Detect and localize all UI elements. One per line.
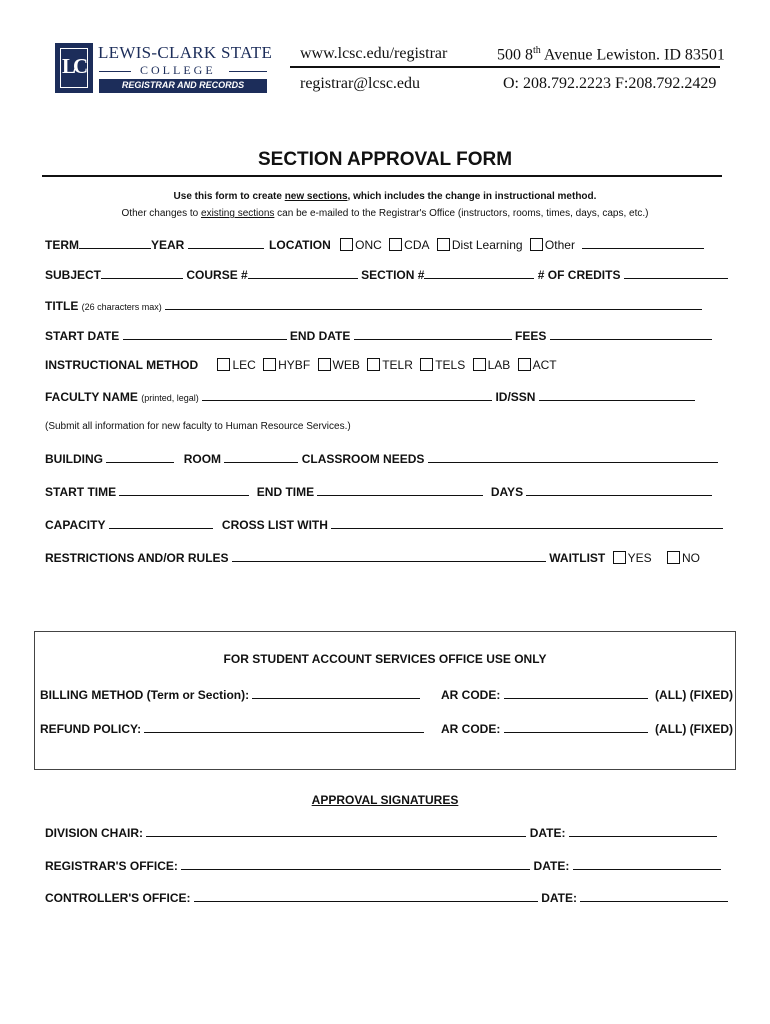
office-use-heading: FOR STUDENT ACCOUNT SERVICES OFFICE USE ONLY — [223, 652, 547, 666]
registrar-signature[interactable] — [181, 858, 530, 870]
logo-rule-left — [99, 71, 131, 72]
row-instr-method: INSTRUCTIONAL METHOD LEC HYBF WEB TELR TELS LAB ACT — [45, 358, 557, 372]
address: 500 8th Avenue Lewiston. ID 83501 — [497, 45, 725, 64]
checkbox-cda[interactable] — [389, 238, 402, 251]
checkbox-web[interactable] — [318, 358, 331, 371]
row-times: START TIME END TIME DAYS — [45, 484, 712, 499]
refund-policy-field[interactable] — [144, 721, 424, 733]
row-restrictions: RESTRICTIONS AND/OR RULES WAITLIST YES NO — [45, 551, 700, 565]
logo-dept: REGISTRAR AND RECORDS — [121, 80, 245, 90]
id-ssn-field[interactable] — [539, 389, 695, 401]
start-time-field[interactable] — [119, 484, 249, 496]
form-title: SECTION APPROVAL FORM — [257, 149, 513, 170]
logo-rule-right — [229, 71, 267, 72]
checkbox-other[interactable] — [530, 238, 543, 251]
intro-line-1: Use this form to create new sections, which includes the change in instructional method. — [173, 191, 597, 202]
row-subject: SUBJECT COURSE # SECTION # # OF CREDITS — [45, 267, 728, 282]
division-chair-signature[interactable] — [146, 825, 526, 837]
row-capacity: CAPACITY CROSS LIST WITH — [45, 517, 723, 532]
credits-field[interactable] — [624, 267, 728, 279]
controller-signature[interactable] — [194, 890, 538, 902]
submit-note: (Submit all information for new faculty to Human Resource Services.) — [45, 421, 351, 432]
title-rule — [42, 175, 722, 177]
room-field[interactable] — [224, 451, 298, 463]
restrictions-field[interactable] — [232, 550, 546, 562]
billing-ar-code-field[interactable] — [504, 687, 648, 699]
days-field[interactable] — [526, 484, 712, 496]
classroom-needs-field[interactable] — [428, 451, 718, 463]
fees-field[interactable] — [550, 328, 712, 340]
year-field[interactable] — [188, 237, 264, 249]
checkbox-lec[interactable] — [217, 358, 230, 371]
section-field[interactable] — [424, 267, 534, 279]
term-field[interactable] — [79, 237, 151, 249]
checkbox-waitlist-no[interactable] — [667, 551, 680, 564]
phone-fax: O: 208.792.2223 F:208.792.2429 — [503, 75, 717, 92]
checkbox-waitlist-yes[interactable] — [613, 551, 626, 564]
logo-initials: LC — [62, 54, 86, 78]
division-chair-date[interactable] — [569, 825, 717, 837]
email-link[interactable]: registrar@lcsc.edu — [300, 75, 421, 92]
other-location-field[interactable] — [582, 237, 704, 249]
website-link[interactable]: www.lcsc.edu/registrar — [300, 45, 448, 62]
checkbox-tels[interactable] — [420, 358, 433, 371]
faculty-name-field[interactable] — [202, 389, 492, 401]
header-rule — [290, 66, 720, 68]
row-division-chair: DIVISION CHAIR: DATE: — [45, 825, 717, 840]
checkbox-act[interactable] — [518, 358, 531, 371]
row-registrar-office: REGISTRAR'S OFFICE: DATE: — [45, 858, 721, 873]
row-title: TITLE (26 characters max) — [45, 298, 702, 313]
registrar-date[interactable] — [573, 858, 721, 870]
checkbox-hybf[interactable] — [263, 358, 276, 371]
checkbox-onc[interactable] — [340, 238, 353, 251]
logo — [55, 43, 273, 95]
office-use-box — [34, 631, 736, 770]
row-dates: START DATE END DATE FEES — [45, 328, 712, 343]
subject-field[interactable] — [101, 267, 183, 279]
course-field[interactable] — [248, 267, 358, 279]
logo-college-sub: COLLEGE — [140, 63, 216, 77]
row-building: BUILDING ROOM CLASSROOM NEEDS — [45, 451, 718, 466]
end-date-field[interactable] — [354, 328, 512, 340]
controller-date[interactable] — [580, 890, 728, 902]
building-field[interactable] — [106, 451, 174, 463]
checkbox-telr[interactable] — [367, 358, 380, 371]
capacity-field[interactable] — [109, 517, 213, 529]
title-field[interactable] — [165, 298, 702, 310]
row-refund-ar: AR CODE: (ALL) (FIXED) — [441, 722, 734, 736]
start-date-field[interactable] — [123, 328, 287, 340]
row-controller-office: CONTROLLER'S OFFICE: DATE: — [45, 890, 728, 905]
row-refund: REFUND POLICY: — [40, 721, 424, 736]
cross-list-field[interactable] — [331, 517, 723, 529]
logo-dept-bar — [99, 79, 267, 93]
checkbox-lab[interactable] — [473, 358, 486, 371]
logo-college-name: LEWIS-CLARK STATE — [98, 43, 273, 62]
logo-shield — [55, 43, 93, 93]
row-billing: BILLING METHOD (Term or Section): — [40, 687, 420, 702]
refund-ar-code-field[interactable] — [504, 721, 648, 733]
end-time-field[interactable] — [317, 484, 483, 496]
checkbox-dist-learning[interactable] — [437, 238, 450, 251]
intro-line-2: Other changes to existing sections can be e-mailed to the Registrar's Office (instructors, rooms, times, days, caps, etc.) — [121, 208, 649, 219]
approval-heading: APPROVAL SIGNATURES — [311, 793, 459, 807]
billing-method-field[interactable] — [252, 687, 420, 699]
row-billing-ar: AR CODE: (ALL) (FIXED) — [441, 688, 734, 702]
row-term: TERM YEAR LOCATION ONC CDA Dist Learning Other — [45, 237, 704, 252]
row-faculty: FACULTY NAME (printed, legal) ID/SSN — [45, 389, 695, 404]
